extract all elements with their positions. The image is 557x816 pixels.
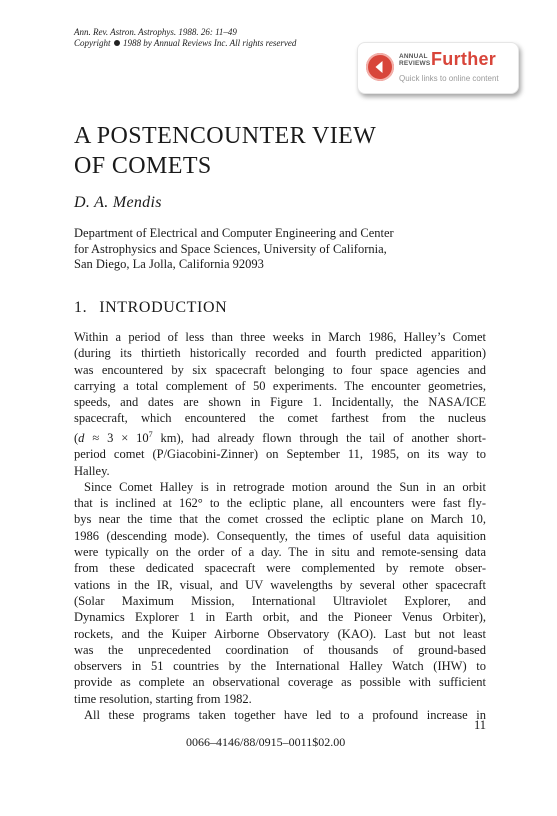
paragraph: All these programs taken together have led to a profound increase in: [84, 707, 486, 722]
annual-reviews-wordmark: ANNUAL REVIEWS: [399, 53, 431, 67]
article-code: 0066–4146/88/0915–0011$02.00: [186, 735, 346, 749]
journal-citation: [74, 27, 296, 48]
section-number: 1.: [74, 299, 88, 316]
copyright-label: Copyright: [74, 37, 111, 48]
article-title: A POSTENCOUNTER VIEW OF COMETS: [74, 123, 377, 179]
annual-reviews-further-link[interactable]: [357, 42, 519, 94]
page-number: 11: [474, 718, 487, 732]
paragraph: Within a period of less than three weeks in March 1986, Halley’s Comet (during its thirtieth historically recorded and fourth predicted apparition) was encountered by six spacecraft belonging to four space agencies and carrying a total complement of 50 experiments. The encounter geometries, speeds, and dates are shown in Figure 1. Incidentally, the NASA/ICE spacecraft, which encountered the comet farthest from the nucleus ($d \approx 3 \times 10^7$ km), had already flown through the tail of another short- period comet (P/Giacobini-Zinner) on September 11, 1985, on its way to Halley.: [74, 330, 486, 478]
copyright-text: 1988 by Annual Reviews Inc. All rights reserved: [123, 37, 297, 48]
section-title: INTRODUCTION: [99, 299, 228, 316]
section-heading: [74, 299, 227, 317]
arrow-left-circle-icon: [366, 53, 394, 81]
further-wordmark: Further: [431, 49, 497, 69]
copyright-line: [74, 38, 296, 49]
badge-tagline: Quick links to online content: [399, 74, 499, 83]
math-line: ($d \approx 3 \times 10^7$ km), had already flown through the tail of another short-: [74, 429, 486, 445]
copyright-symbol-icon: [114, 40, 120, 46]
citation-line: Ann. Rev. Astron. Astrophys. 1988. 26: 11–49: [74, 27, 237, 37]
author-name: D. A. Mendis: [74, 194, 162, 211]
paragraph: Since Comet Halley is in retrograde motion around the Sun in an orbit that is inclined at 162° to the ecliptic plane, all encounters were fast fly- bys near the time that the comet crossed the ecliptic plane on March 10, 1986 (descending mode). Consequently, the times of useful data aquisition were typically on the order of a day. The in situ and remote-sensing data from these dedicated spacecraft were complemented by remote obser- vations in the IR, visual, and UV wavelengths by several other spacecraft (Solar Maximum Mission, International Ultraviolet Explorer, and Dynamics Explorer 1 in Earth orbit, and the Pioneer Venus Orbiter), rockets, and the Kuiper Airborne Observatory (KAO). Last but not least was the unprecedented coordination of thousands of ground-based observers in 51 countries by the International Halley Watch (IHW) to provide as complete an observational coverage as possible with sufficient time resolution, starting from 1982.: [74, 479, 486, 706]
body-text: [74, 329, 486, 723]
author-affiliation: Department of Electrical and Computer Engineering and Center for Astrophysics and Space Sciences, University of California, San Diego, La Jolla, California 92093: [74, 226, 394, 271]
